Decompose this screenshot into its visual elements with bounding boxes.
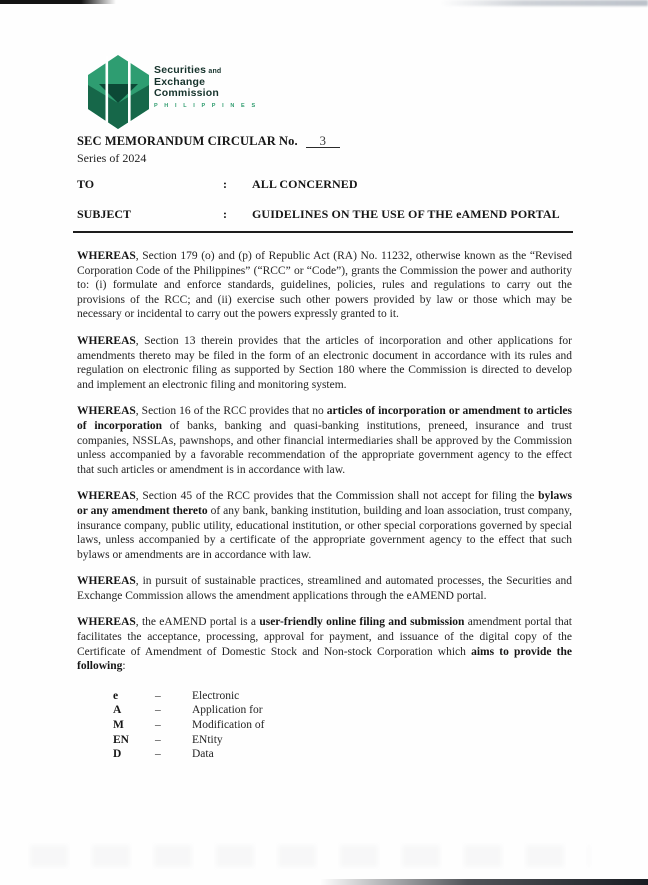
scan-artifact-top-right	[440, 0, 648, 6]
scan-artifact-ghosting	[30, 845, 590, 867]
to-row	[77, 177, 577, 192]
series-label: Series of 2024	[77, 151, 147, 165]
circular-title-label: SEC MEMORANDUM CIRCULAR No.	[77, 134, 298, 148]
logo-line-2: Exchange	[154, 76, 206, 88]
acronym-row: D – Data	[113, 748, 214, 761]
memo-body	[77, 249, 572, 762]
scan-artifact-bottom-right	[320, 879, 648, 885]
acronym-row: e – Electronic	[113, 689, 240, 702]
memo-paragraph: WHEREAS, the eAMEND portal is a user-friendly online filing and submission amendment portal that facilitates the acceptance, processing, approval for payment, and issuance of the digital copy of the Certificate of Amendment of Domestic Stock and Non-stock Corporation which aims to provide the following:	[77, 616, 572, 673]
memo-paragraph: WHEREAS, Section 13 therein provides that the articles of incorporation and other applications for amendments thereto may be filed in the form of an electronic document in accordance with its rules and regulation on electronic filing as supported by Section 180 where the Commission is directed to develop and implement an electronic filing and monitoring system.	[77, 334, 572, 391]
sec-logo-wordmark	[154, 65, 258, 112]
acronym-list	[113, 689, 572, 762]
circular-title	[77, 134, 340, 149]
memo-paragraph: WHEREAS, Section 16 of the RCC provides that no articles of incorporation or amendment to articles of incorporation of banks, banking and quasi-banking institutions, preneed, insurance and trust companies, NSSLAs, pawnshops, and other financial intermediaries shall be approved by the Commission unless accompanied by a favorable recommendation of the appropriate government agency to the effect that such articles or amendment is in accordance with law.	[77, 405, 572, 476]
to-value: ALL CONCERNED	[252, 177, 358, 191]
address-block	[77, 177, 577, 237]
memo-paragraph: WHEREAS, in pursuit of sustainable practices, streamlined and automated processes, the Securities and Exchange Commission allows the amendment applications through the eAMEND portal.	[77, 575, 572, 602]
subject-colon: :	[223, 207, 227, 221]
to-label: TO	[77, 177, 95, 191]
subject-row	[77, 207, 577, 222]
logo-line-1: Securities and	[154, 64, 222, 76]
sec-gem-icon	[88, 55, 149, 129]
scan-artifact-top-left	[0, 0, 116, 4]
acronym-row: A – Application for	[113, 704, 263, 717]
memo-paragraph: WHEREAS, Section 179 (o) and (p) of Republic Act (RA) No. 11232, otherwise known as the “Revised Corporation Code of the Philippines” (“RCC” or “Code”), grants the Commission the power and authority to: (i) formulate and enforce standards, guidelines, policies, rules and regulations to carry out the provisions of the RCC; and (ii) exercise such other powers provided by law or those which may be necessary or incidental to carry out the powers expressly granted to it.	[77, 250, 572, 321]
paragraphs-container	[77, 249, 572, 674]
acronym-row: EN – ENtity	[113, 733, 223, 746]
logo-philippines-label: P H I L I P P I N E S	[154, 103, 258, 109]
circular-number: 3	[306, 135, 340, 148]
memo-paragraph: WHEREAS, Section 45 of the RCC provides that the Commission shall not accept for filing the bylaws or any amendment thereto of any bank, banking institution, building and loan association, trust company, insurance company, public utility, educational institution, or other special corporations governed by special laws, unless accompanied by a certificate of the appropriate government agency to the effect that such bylaws or amendments are in accordance with law.	[77, 490, 572, 561]
to-colon: :	[223, 177, 227, 191]
header-divider	[73, 231, 573, 233]
subject-label: SUBJECT	[77, 207, 132, 221]
acronym-row: M – Modification of	[113, 719, 265, 732]
sec-logo	[88, 55, 258, 129]
subject-value: GUIDELINES ON THE USE OF THE eAMEND PORTAL	[252, 207, 560, 221]
logo-line-3: Commission	[154, 87, 220, 99]
